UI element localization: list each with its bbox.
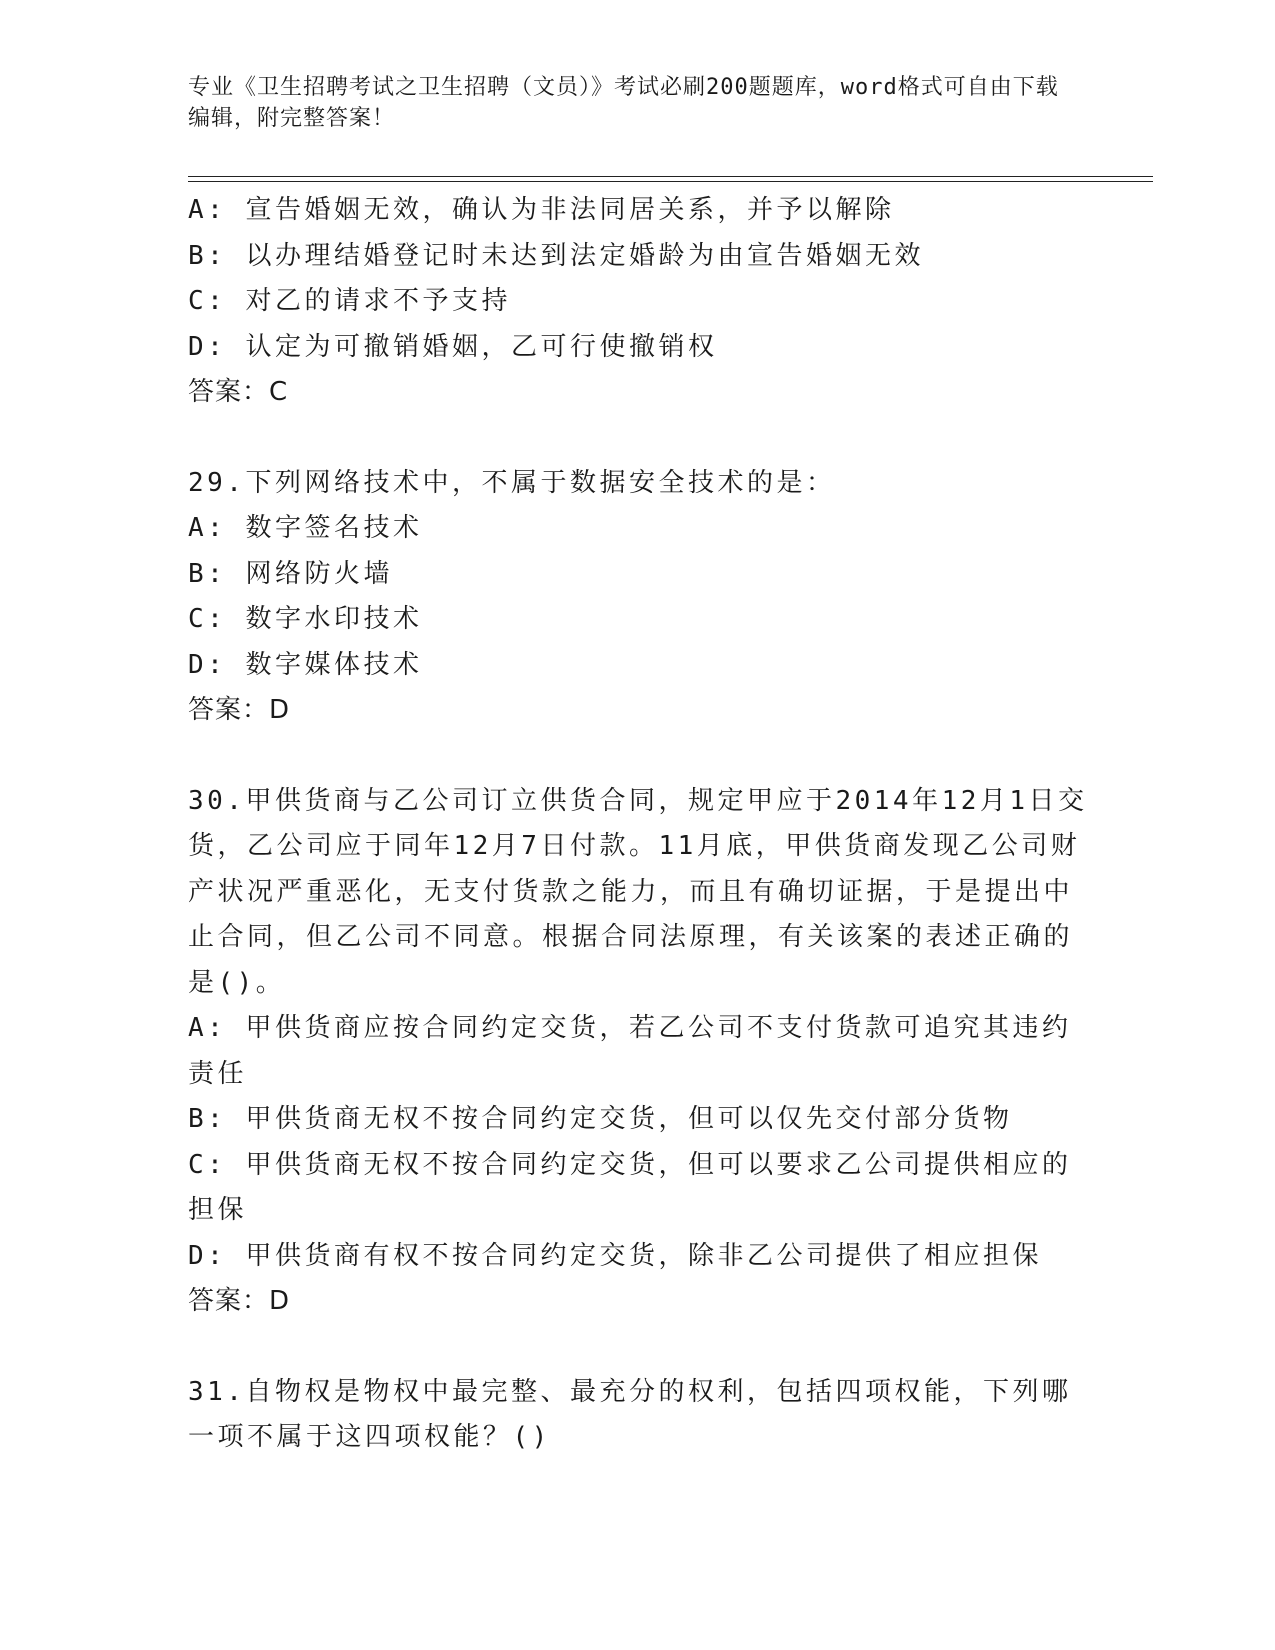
option-b: B: 甲供货商无权不按合同约定交货，但可以仅先交付部分货物 (188, 1104, 1013, 1134)
question-list (188, 188, 1088, 1461)
option-b: B: 网络防火墙 (188, 558, 393, 589)
answer: 答案：C (188, 377, 289, 407)
question-28 (188, 188, 1088, 416)
option-c: C: 甲供货商无权不按合同约定交货，但可以要求乙公司提供相应的担保 (188, 1149, 1072, 1225)
option-d: D: 甲供货商有权不按合同约定交货，除非乙公司提供了相应担保 (188, 1240, 1042, 1271)
header-divider-bottom (188, 181, 1153, 182)
option-c: C: 数字水印技术 (188, 604, 423, 634)
document-header: 专业《卫生招聘考试之卫生招聘（文员）》考试必刷200题题库，word格式可自由下载编辑，附完整答案！ (188, 75, 1059, 131)
header-divider-top (188, 176, 1153, 177)
question-30 (188, 779, 1088, 1325)
option-d: D: 认定为可撤销婚姻，乙可行使撤销权 (188, 331, 718, 362)
answer: 答案：D (188, 1286, 291, 1316)
question-31 (188, 1370, 1088, 1461)
option-b: B: 以办理结婚登记时未达到法定婚龄为由宣告婚姻无效 (188, 240, 924, 271)
spacer (188, 1325, 1088, 1370)
spacer (188, 416, 1088, 461)
option-d: D: 数字媒体技术 (188, 649, 423, 680)
option-c: C: 对乙的请求不予支持 (188, 286, 511, 316)
question-29 (188, 461, 1088, 734)
option-a: A: 宣告婚姻无效，确认为非法同居关系，并予以解除 (188, 195, 895, 225)
question-stem: 31.自物权是物权中最完整、最充分的权利，包括四项权能，下列哪一项不属于这四项权能？() (188, 1376, 1072, 1452)
question-stem: 29.下列网络技术中，不属于数据安全技术的是： (188, 467, 836, 498)
option-a: A: 数字签名技术 (188, 513, 423, 543)
option-a: A: 甲供货商应按合同约定交货，若乙公司不支付货款可追究其违约责任 (188, 1013, 1072, 1089)
answer: 答案：D (188, 695, 291, 725)
spacer (188, 734, 1088, 779)
question-stem: 30.甲供货商与乙公司订立供货合同，规定甲应于2014年12月1日交货，乙公司应于同年12月7日付款。11月底，甲供货商发现乙公司财产状况严重恶化，无支付货款之能力，而且有确切证据，于是提出中止合同，但乙公司不同意。根据合同法原理，有关该案的表述正确的是()。 (188, 785, 1088, 998)
